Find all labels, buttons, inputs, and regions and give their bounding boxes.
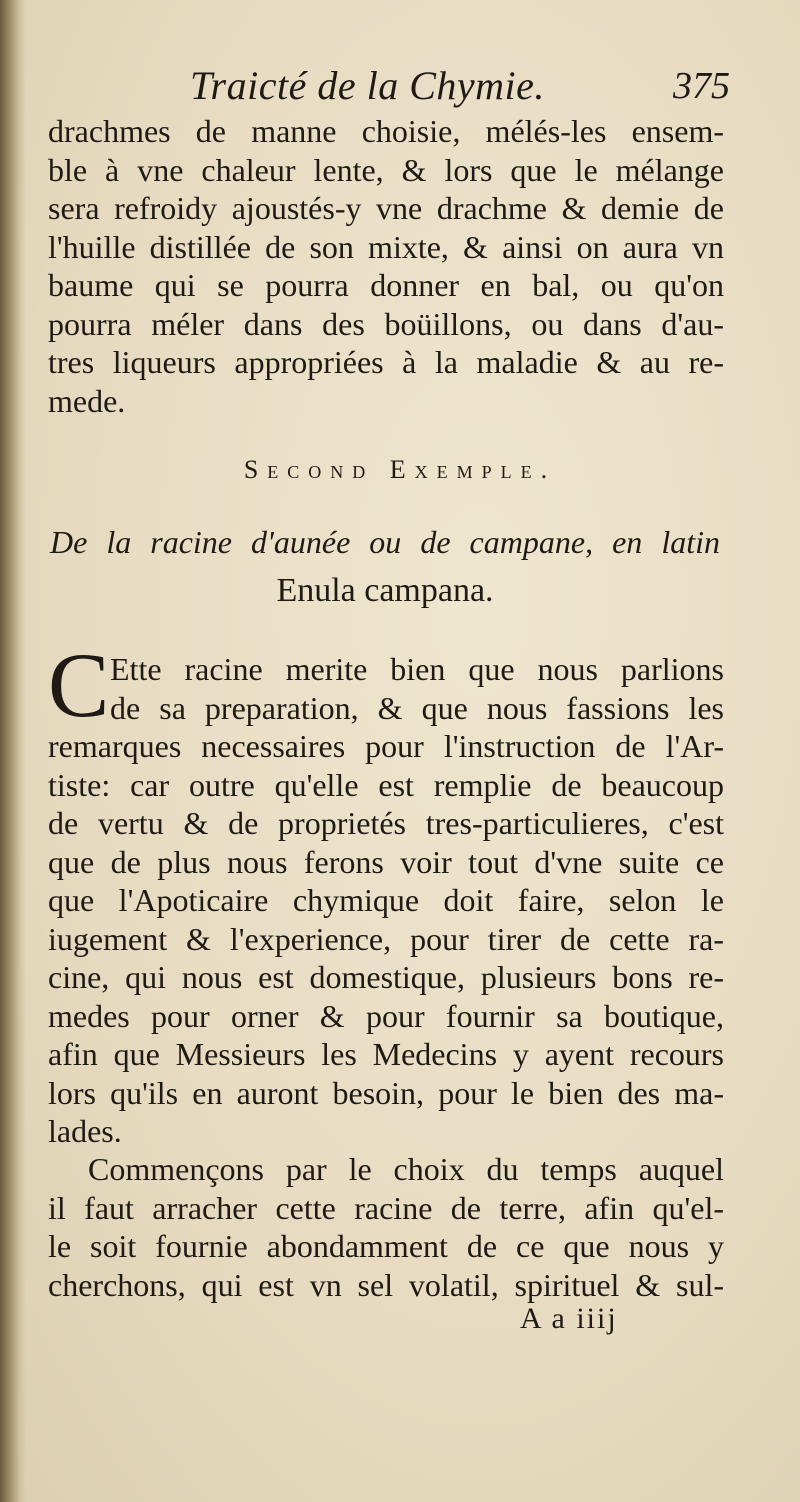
paragraph-3 — [48, 1150, 724, 1304]
text-line: cine, qui nous est domestique, plusieurs bons re- — [48, 959, 724, 995]
text-line: lors qu'ils en auront besoin, pour le bien des ma- — [48, 1074, 724, 1111]
text-line: le soit fournie abondamment de ce que nous y — [48, 1228, 724, 1264]
text-line: que de plus nous ferons voir tout d'vne suite ce — [48, 843, 724, 880]
text-line: Ette racine merite bien que nous parlions — [110, 651, 724, 687]
running-title: Traicté de la Chymie. — [190, 63, 545, 108]
text-line: tres liqueurs appropriées à la maladie & au re- — [48, 344, 724, 380]
text-line: lades. — [48, 1113, 122, 1149]
text-line: de vertu & de proprietés tres-particulieres, c'est — [48, 805, 724, 841]
text-line: afin que Messieurs les Medecins y ayent recours — [48, 1036, 724, 1072]
text-line: drachmes de manne choisie, mélés-les ensem- — [48, 113, 724, 149]
text-line: ble à vne chaleur lente, & lors que le mélange — [48, 151, 724, 188]
text-line: pourra méler dans des boüillons, ou dans d'au- — [48, 305, 724, 342]
text-line: sera refroidy ajoustés-y vne drachme & demie de — [48, 190, 724, 226]
text-line: remarques necessaires pour l'instruction de l'Ar- — [48, 728, 724, 764]
text-line: medes pour orner & pour fournir sa boutique, — [48, 997, 724, 1034]
drop-cap: C — [48, 634, 110, 736]
running-head — [150, 62, 730, 112]
page-binding-shadow — [0, 0, 26, 1502]
text-line: l'huille distillée de son mixte, & ainsi on aura vn — [48, 228, 724, 265]
text-line: il faut arracher cette racine de terre, afin qu'el- — [48, 1189, 724, 1226]
text-line: iugement & l'experience, pour tirer de cette ra- — [48, 920, 724, 957]
sub-heading: De la racine d'aunée ou de campane, en latin — [50, 524, 720, 560]
text-line: Commençons par le choix du temps auquel — [88, 1151, 724, 1187]
paragraph-2 — [48, 650, 724, 1151]
catchword-signature: A a iiij — [520, 1302, 618, 1335]
text-line: de sa preparation, & que nous fassions les — [110, 689, 724, 726]
sub-heading-latin: Enula campana. — [276, 572, 494, 609]
text-line: que l'Apoticaire chymique doit faire, selon le — [48, 882, 724, 918]
text-line: mede. — [48, 382, 126, 419]
text-line: tiste: car outre qu'elle est remplie de beaucoup — [48, 766, 724, 803]
text-line: baume qui se pourra donner en bal, ou qu'on — [48, 267, 724, 303]
paragraph-1 — [48, 112, 724, 420]
section-heading: Second Exemple. — [243, 455, 557, 484]
page-number: 375 — [673, 65, 730, 107]
text-line: cherchons, qui est vn sel volatil, spirituel & sul- — [48, 1266, 724, 1303]
